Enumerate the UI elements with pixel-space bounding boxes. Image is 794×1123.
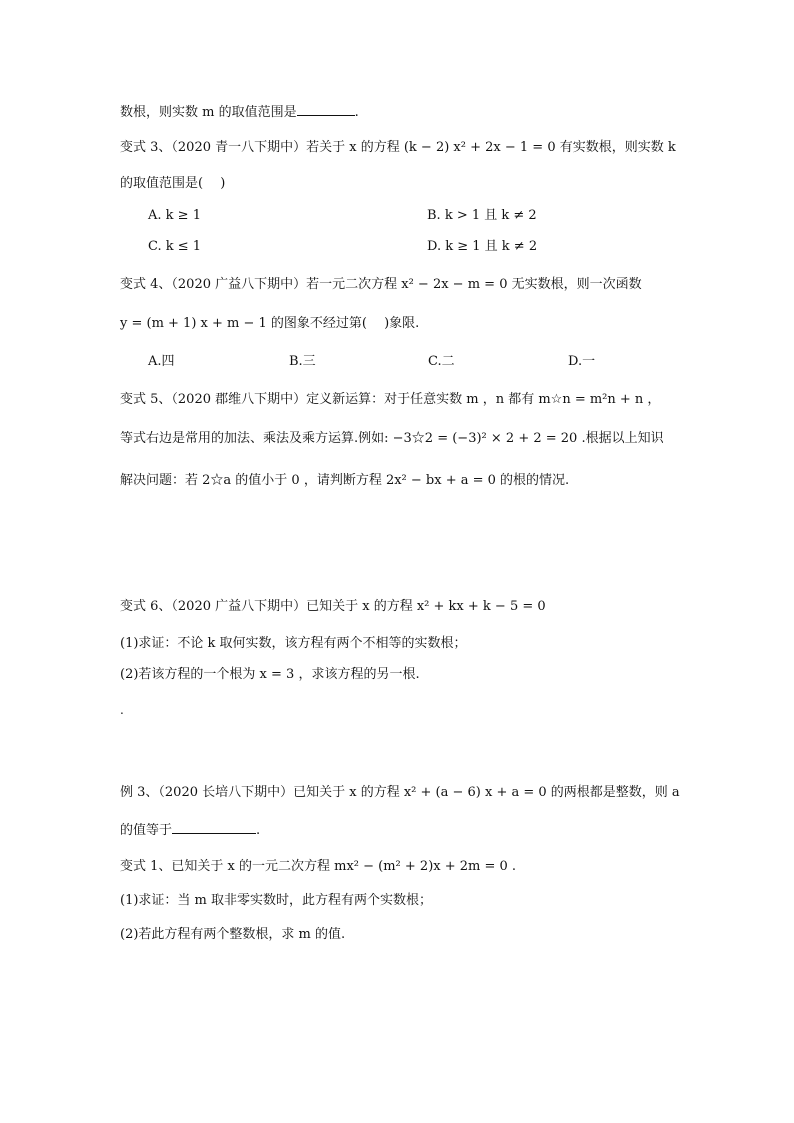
question-continuation	[120, 101, 359, 124]
example-3-stem-cont	[120, 819, 260, 842]
example-3-end: .	[256, 823, 261, 838]
continuation-text: 数根，则实数 m 的取值范围是	[120, 105, 297, 120]
variant-4-option-d: D.一	[568, 354, 596, 369]
variant-6-part-1: (1)求证：不论 k 取何实数，该方程有两个不相等的实数根；	[120, 636, 467, 651]
variant-3-option-d: D. k ≥ 1 且 k ≠ 2	[427, 239, 538, 254]
variant-5-stem-cont: 等式右边是常用的加法、乘法及乘方运算.例如: −3☆2 = (−3)² × 2 + 2 = 20 .根据以上知识	[120, 431, 664, 446]
variant-5-stem: 变式 5、（2020 郡维八下期中）定义新运算：对于任意实数 m ，n 都有 m☆n = m²n + n ，	[120, 392, 661, 407]
variant-3-option-a: A. k ≥ 1	[148, 208, 201, 223]
variant-4-stem: 变式 4、（2020 广益八下期中）若一元二次方程 x² − 2x − m = 0 无实数根，则一次函数	[120, 277, 642, 292]
variant-4-option-a: A.四	[148, 354, 175, 369]
variant-6-part-2: (2)若该方程的一个根为 x = 3 ，求该方程的另一根.	[120, 667, 420, 682]
continuation-end: .	[354, 105, 359, 120]
variant-3-stem-cont: 的取值范围是( )	[120, 176, 226, 191]
example-3-text: 的值等于	[120, 823, 173, 838]
example-3-stem: 例 3、（2020 长培八下期中）已知关于 x 的方程 x² + (a − 6) x + a = 0 的两根都是整数，则 a	[120, 785, 680, 800]
stray-dot: .	[120, 703, 124, 717]
variant-5-question: 解决问题：若 2☆a 的值小于 0 ，请判断方程 2x² − bx + a = 0 的根的情况.	[120, 473, 570, 488]
variant-3-option-b: B. k > 1 且 k ≠ 2	[427, 208, 537, 223]
variant-3-stem: 变式 3、（2020 青一八下期中）若关于 x 的方程 (k − 2) x² + 2x − 1 = 0 有实数根，则实数 k	[120, 140, 676, 155]
variant-4-option-c: C.二	[428, 354, 455, 369]
variant-6-stem: 变式 6、（2020 广益八下期中）已知关于 x 的方程 x² + kx + k − 5 = 0	[120, 599, 546, 614]
answer-blank	[172, 819, 256, 834]
variant-3-option-c: C. k ≤ 1	[148, 239, 202, 254]
answer-blank	[297, 101, 355, 116]
variant-4-stem-cont: y = (m + 1) x + m − 1 的图象不经过第( )象限.	[120, 316, 420, 331]
variant-4-option-b: B.三	[289, 354, 316, 369]
basic-variant-1-stem: 变式 1、已知关于 x 的一元二次方程 mx² − (m² + 2)x + 2m = 0 .	[120, 859, 517, 874]
basic-variant-1-part-2: (2)若此方程有两个整数根，求 m 的值.	[120, 927, 346, 942]
basic-variant-1-part-1: (1)求证：当 m 取非零实数时，此方程有两个实数根；	[120, 893, 433, 908]
